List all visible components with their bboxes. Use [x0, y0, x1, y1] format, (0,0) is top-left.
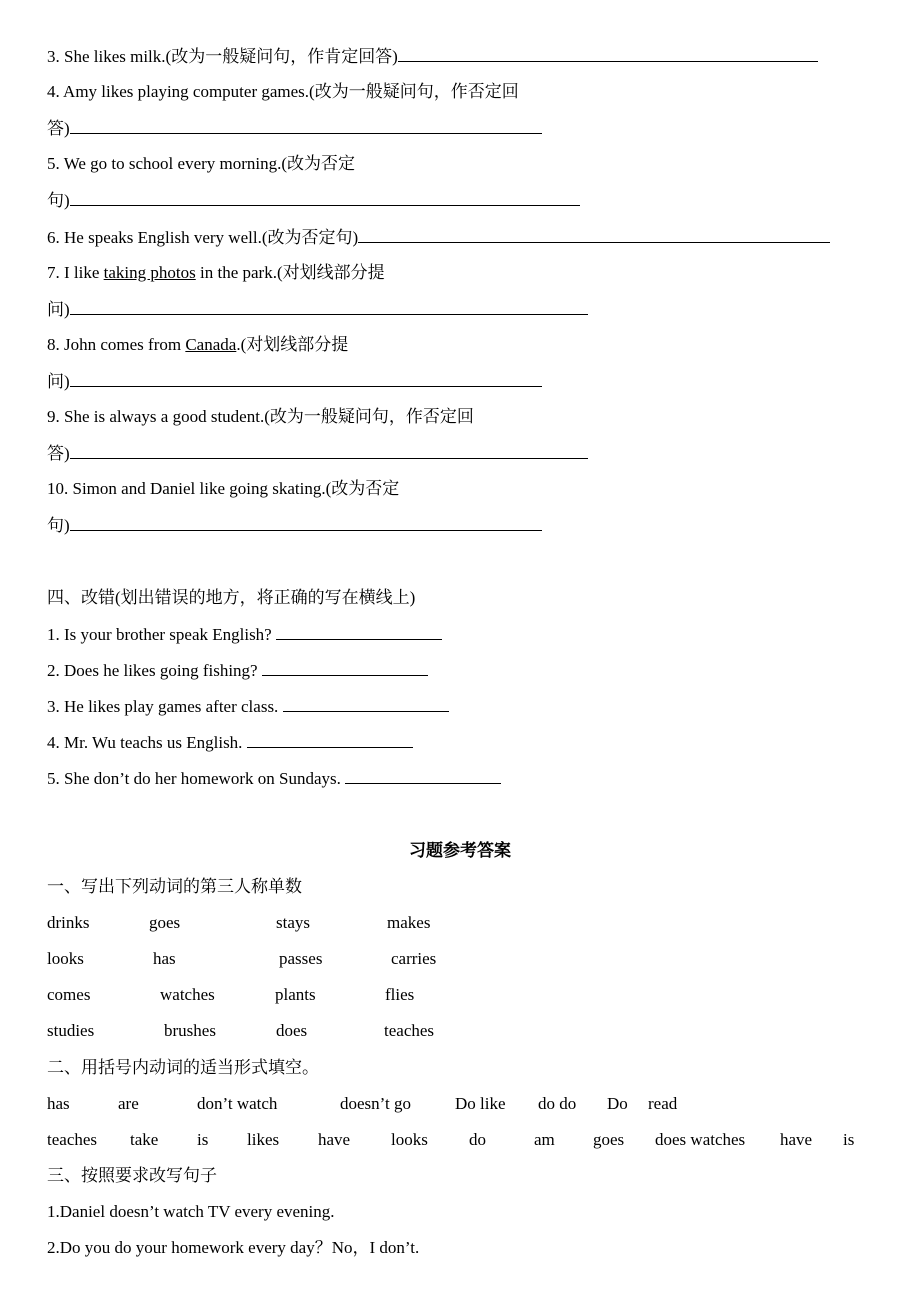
answer-word: does watches: [655, 1130, 746, 1149]
answer-word: goes: [149, 913, 181, 932]
underlined-phrase: taking photos: [103, 263, 196, 282]
answer-word: am: [534, 1130, 555, 1149]
answer-blank[interactable]: [345, 768, 501, 784]
answer-blank[interactable]: [247, 732, 413, 748]
answer-word: likes: [247, 1130, 280, 1149]
answers-part3-heading: 三、按照要求改写句子: [47, 1166, 217, 1185]
answer-word: looks: [47, 949, 84, 968]
item-text: 5. She don’t do her homework on Sundays.: [47, 769, 341, 788]
item-text: 3. He likes play games after class.: [47, 697, 279, 716]
item-text: 7. I like: [47, 263, 104, 282]
rewrite-item-7: [47, 263, 385, 283]
answer-word: is: [197, 1130, 209, 1149]
answer-blank[interactable]: [276, 624, 442, 640]
answer-word: brushes: [164, 1021, 216, 1040]
rewrite-item-4: [47, 82, 519, 102]
answer-blank[interactable]: [70, 443, 588, 459]
answer-word: teaches: [47, 1130, 98, 1149]
answer-word: do: [469, 1130, 486, 1149]
answer-blank[interactable]: [70, 515, 542, 531]
rewrite-item-7-cont: [47, 299, 588, 320]
answer-word: take: [130, 1130, 159, 1149]
item-text: 1. Is your brother speak English?: [47, 625, 272, 644]
answer-word: goes: [593, 1130, 625, 1149]
answers-title: 习题参考答案: [409, 841, 511, 860]
item-text: in the park.(对划线部分提: [195, 263, 385, 282]
correction-item-4: [47, 732, 413, 753]
answer-blank[interactable]: [70, 299, 588, 315]
answer-word: flies: [385, 985, 415, 1004]
rewrite-item-10: [47, 479, 399, 499]
item-text: 问): [47, 372, 70, 391]
item-text: 5. We go to school every morning.(改为否定: [47, 154, 356, 173]
item-text: 3. She likes milk.(改为一般疑问句，作肯定回答): [47, 47, 398, 66]
item-text: 10. Simon and Daniel like going skating.(改为否定: [47, 479, 400, 498]
correction-item-2: [47, 660, 428, 681]
item-text: 答): [47, 444, 70, 463]
rewrite-item-5: [47, 154, 355, 174]
answer-word: teaches: [384, 1021, 435, 1040]
answer-word: studies: [47, 1021, 95, 1040]
rewrite-item-10-cont: [47, 515, 542, 536]
item-text: 4. Amy likes playing computer games.(改为一般疑问句，作否定回: [47, 82, 519, 101]
answer-word: stays: [276, 913, 310, 932]
answer-word: have: [318, 1130, 351, 1149]
item-text: 8. John comes from: [47, 335, 186, 354]
rewrite-item-5-cont: [47, 190, 580, 211]
answer-word: has: [47, 1094, 70, 1113]
rewrite-item-4-cont: [47, 118, 542, 139]
answer-word: doesn’t go: [340, 1094, 411, 1113]
rewrite-item-9: [47, 407, 474, 427]
answer-word: has: [153, 949, 176, 968]
item-text: 2. Does he likes going fishing?: [47, 661, 258, 680]
answer-word: comes: [47, 985, 91, 1004]
answer-word: do do: [538, 1094, 577, 1113]
answers-part3-item-2: 2.Do you do your homework every day？No，I don’t.: [47, 1238, 420, 1257]
answer-word: are: [118, 1094, 139, 1113]
item-text: 句): [47, 191, 70, 210]
underlined-phrase: Canada: [185, 335, 237, 354]
answer-word: passes: [279, 949, 323, 968]
answer-blank[interactable]: [358, 227, 830, 243]
answer-word: makes: [387, 913, 431, 932]
answer-word: looks: [391, 1130, 428, 1149]
answer-word: plants: [275, 985, 316, 1004]
answer-blank[interactable]: [70, 190, 580, 206]
answer-blank[interactable]: [262, 660, 428, 676]
answers-part3-item-1: 1.Daniel doesn’t watch TV every evening.: [47, 1202, 335, 1221]
answers-part2-heading: 二、用括号内动词的适当形式填空。: [47, 1058, 319, 1077]
section4-heading: 四、改错(划出错误的地方，将正确的写在横线上): [47, 588, 416, 607]
correction-item-3: [47, 696, 449, 717]
answer-word: carries: [391, 949, 437, 968]
item-text: 6. He speaks English very well.(改为否定句): [47, 228, 359, 247]
answer-blank[interactable]: [70, 371, 542, 387]
answer-word: don’t watch: [197, 1094, 278, 1113]
answer-word: watches: [160, 985, 215, 1004]
item-text: 9. She is always a good student.(改为一般疑问句，作否定回: [47, 407, 474, 426]
correction-item-5: [47, 768, 501, 789]
correction-item-1: [47, 624, 442, 645]
answer-blank[interactable]: [70, 118, 542, 134]
rewrite-item-3: [47, 46, 818, 67]
answer-word: Do like: [455, 1094, 506, 1113]
answer-word: have: [780, 1130, 813, 1149]
answer-blank[interactable]: [283, 696, 449, 712]
rewrite-item-9-cont: [47, 443, 588, 464]
answer-word: is: [843, 1130, 855, 1149]
answer-word: drinks: [47, 913, 90, 932]
rewrite-item-8-cont: [47, 371, 542, 392]
item-text: 句): [47, 516, 70, 535]
rewrite-item-8: [47, 335, 348, 355]
item-text: .(对划线部分提: [236, 335, 349, 354]
answers-part1-heading: 一、写出下列动词的第三人称单数: [47, 877, 302, 896]
answer-word: does: [276, 1021, 308, 1040]
answer-word: read: [648, 1094, 678, 1113]
item-text: 答): [47, 119, 70, 138]
answer-word: Do: [607, 1094, 628, 1113]
item-text: 问): [47, 300, 70, 319]
rewrite-item-6: [47, 227, 830, 248]
item-text: 4. Mr. Wu teachs us English.: [47, 733, 243, 752]
answer-blank[interactable]: [398, 46, 818, 62]
